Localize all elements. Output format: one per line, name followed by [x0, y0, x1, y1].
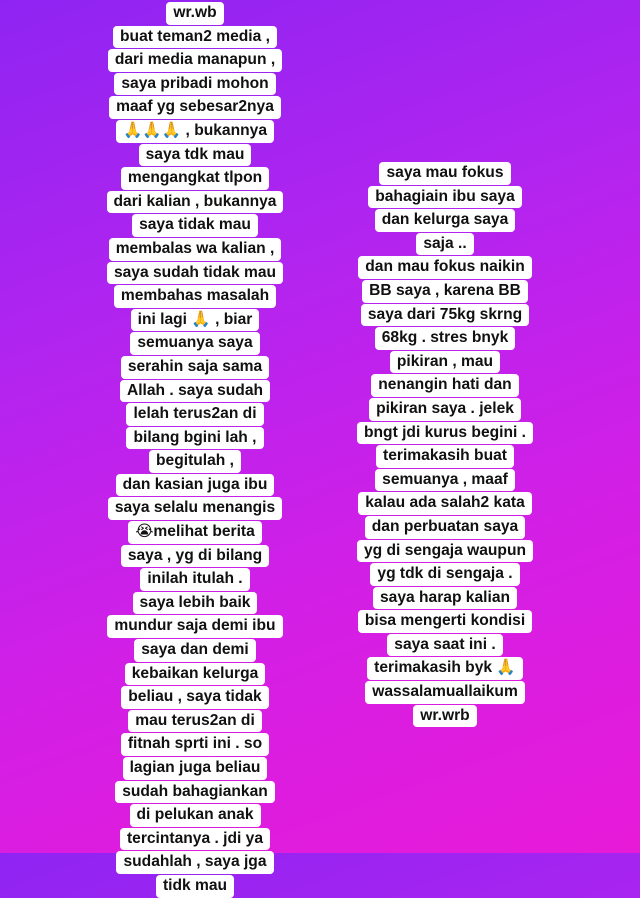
- caption-line: dari kalian , bukannya: [107, 191, 284, 214]
- caption-line: bisa mengerti kondisi: [358, 610, 532, 633]
- caption-line: mengangkat tlpon: [121, 167, 269, 190]
- caption-line: beliau , saya tidak: [121, 686, 268, 709]
- caption-line: saya harap kalian: [373, 587, 517, 610]
- caption-line: ini lagi 🙏 , biar: [131, 309, 260, 332]
- caption-line: kalau ada salah2 kata: [358, 492, 532, 515]
- caption-line: bilang bgini lah ,: [126, 427, 263, 450]
- caption-line: saja ..: [416, 233, 473, 256]
- caption-line: fitnah sprti ini . so: [121, 733, 269, 756]
- caption-line: maaf yg sebesar2nya: [109, 96, 281, 119]
- caption-line: wr.wrb: [413, 705, 476, 728]
- caption-line: saya pribadi mohon: [114, 73, 275, 96]
- caption-line: saya dan demi: [134, 639, 255, 662]
- caption-line: mundur saja demi ibu: [107, 615, 282, 638]
- caption-line: dan kelurga saya: [375, 209, 516, 232]
- caption-line: dan mau fokus naikin: [358, 256, 531, 279]
- caption-line: semuanya , maaf: [375, 469, 515, 492]
- caption-line: serahin saja sama: [121, 356, 269, 379]
- caption-line: terimakasih byk 🙏: [367, 657, 523, 680]
- caption-line: dan perbuatan saya: [365, 516, 525, 539]
- caption-line: wr.wb: [166, 2, 223, 25]
- caption-line: yg di sengaja waupun: [357, 540, 533, 563]
- caption-line: membahas masalah: [114, 285, 276, 308]
- caption-line: wassalamuallaikum: [365, 681, 525, 704]
- caption-line: saya , yg di bilang: [121, 545, 269, 568]
- caption-column-left: [80, 2, 310, 898]
- caption-line: dan kasian juga ibu: [116, 474, 275, 497]
- caption-line: semuanya saya: [130, 332, 259, 355]
- caption-column-right: [330, 162, 560, 727]
- caption-line: yg tdk di sengaja .: [370, 563, 519, 586]
- caption-line: 🙏🙏🙏 , bukannya: [116, 120, 274, 143]
- caption-line: nenangin hati dan: [371, 374, 518, 397]
- caption-line: tidk mau: [156, 875, 234, 898]
- caption-line: tercintanya . jdi ya: [120, 828, 270, 851]
- caption-line: saya lebih baik: [133, 592, 258, 615]
- caption-line: saya sudah tidak mau: [107, 262, 283, 285]
- caption-line: saya tidak mau: [132, 214, 258, 237]
- caption-line: di pelukan anak: [130, 804, 261, 827]
- caption-line: membalas wa kalian ,: [109, 238, 282, 261]
- caption-line: BB saya , karena BB: [362, 280, 528, 303]
- caption-line: 😭melihat berita: [128, 521, 262, 544]
- caption-line: begitulah ,: [149, 450, 241, 473]
- caption-line: kebaikan kelurga: [125, 663, 266, 686]
- caption-line: sudah bahagiankan: [115, 781, 275, 804]
- caption-line: pikiran saya . jelek: [369, 398, 521, 421]
- caption-line: saya mau fokus: [379, 162, 510, 185]
- caption-line: saya dari 75kg skrng: [361, 304, 529, 327]
- caption-line: dari media manapun ,: [108, 49, 282, 72]
- caption-line: lagian juga beliau: [123, 757, 268, 780]
- caption-line: saya tdk mau: [139, 144, 252, 167]
- caption-line: buat teman2 media ,: [113, 26, 277, 49]
- caption-line: lelah terus2an di: [126, 403, 263, 426]
- caption-line: Allah . saya sudah: [120, 380, 270, 403]
- caption-line: inilah itulah .: [140, 568, 249, 591]
- caption-line: sudahlah , saya jga: [116, 851, 273, 874]
- caption-line: bahagiain ibu saya: [368, 186, 522, 209]
- caption-line: mau terus2an di: [128, 710, 262, 733]
- caption-line: pikiran , mau: [390, 351, 500, 374]
- caption-line: terimakasih buat: [376, 445, 514, 468]
- caption-line: saya selalu menangis: [108, 497, 282, 520]
- caption-line: saya saat ini .: [387, 634, 502, 657]
- caption-line: bngt jdi kurus begini .: [357, 422, 533, 445]
- caption-line: 68kg . stres bnyk: [375, 327, 516, 350]
